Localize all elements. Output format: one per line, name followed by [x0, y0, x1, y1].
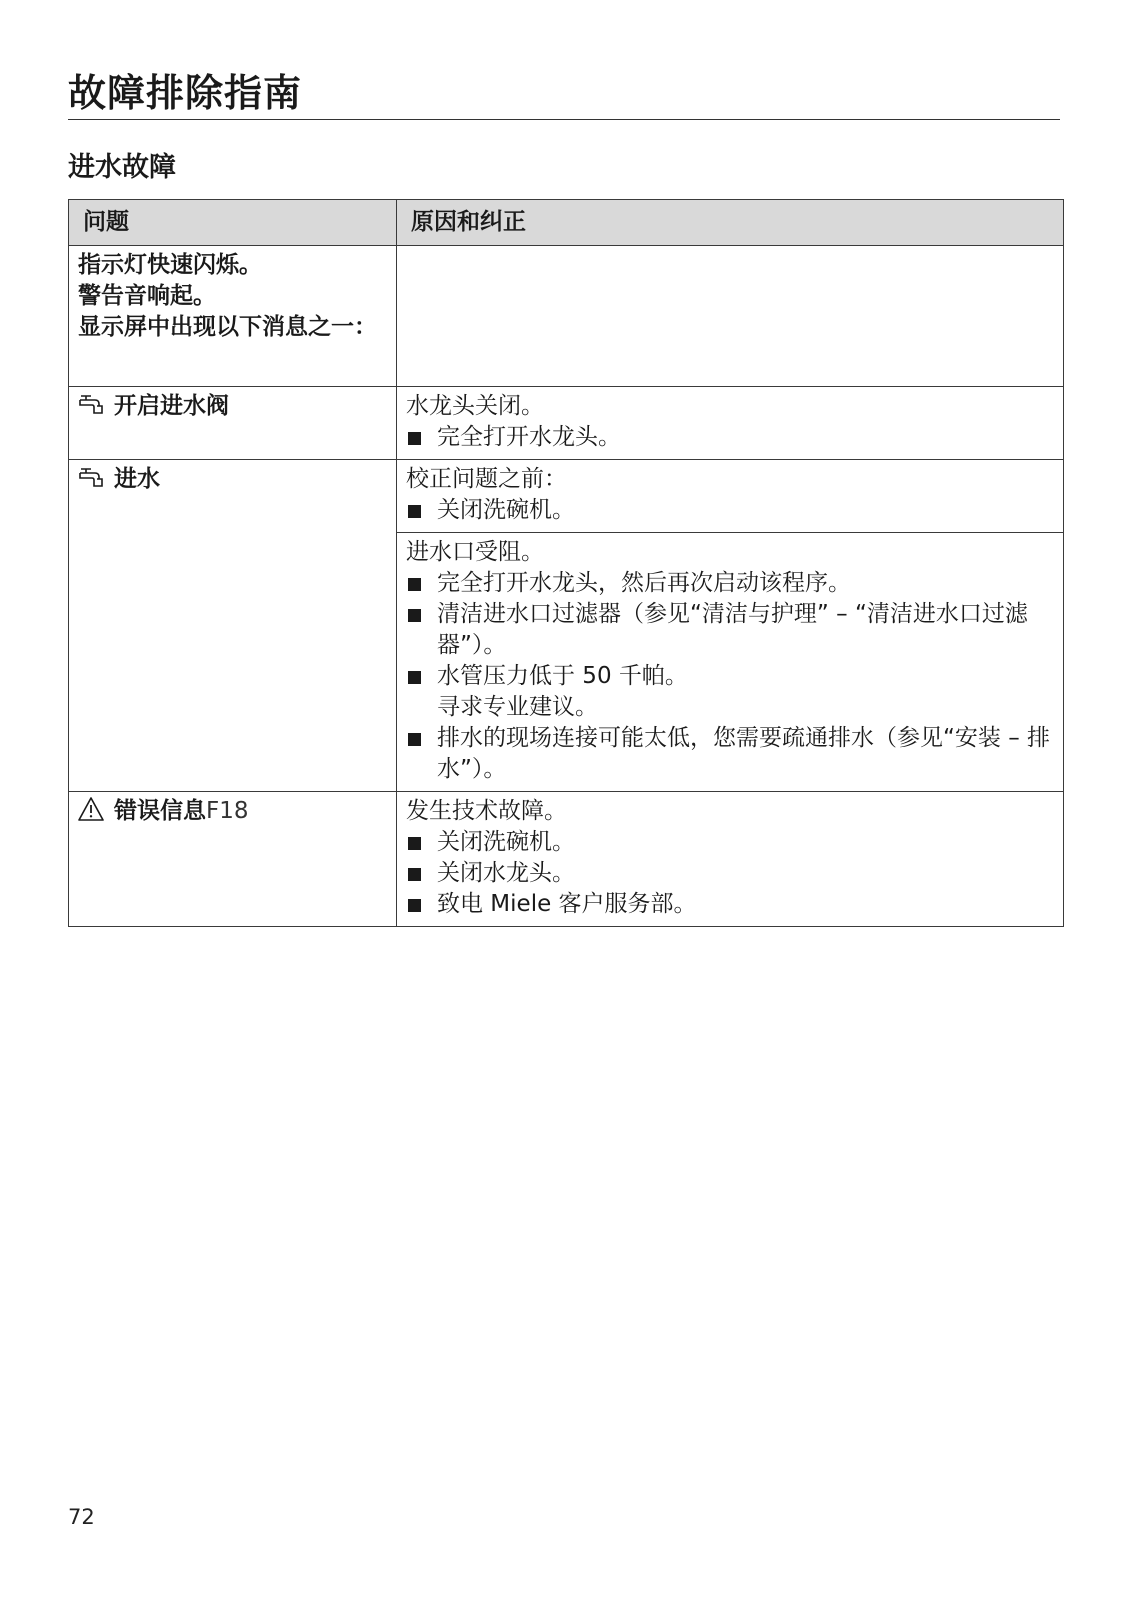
intro-line: 显示屏中出现以下消息之一： — [78, 314, 377, 340]
remedy-item: 完全打开水龙头，然后再次启动该程序。 — [406, 568, 1054, 599]
remedy-item — [406, 661, 1054, 723]
table-row — [69, 246, 1064, 387]
remedy-item-subtext: 寻求专业建议。 — [437, 694, 598, 720]
cause-cell — [397, 460, 1064, 533]
cause-cell — [397, 533, 1064, 792]
cause-text: 进水口受阻。 — [406, 539, 544, 565]
table-row — [69, 387, 1064, 460]
faucet-icon — [78, 464, 104, 490]
remedy-list — [406, 568, 1054, 785]
cause-text: 发生技术故障。 — [406, 798, 567, 824]
remedy-list — [406, 495, 1054, 526]
problem-cell — [69, 460, 397, 792]
error-code: F18 — [206, 798, 249, 824]
remedy-item: 排水的现场连接可能太低，您需要疏通排水（参见“安装 – 排水”）。 — [406, 723, 1054, 785]
cause-cell — [397, 792, 1064, 927]
page-title: 故障排除指南 — [68, 71, 303, 115]
table-row — [69, 792, 1064, 927]
remedy-item-text: 水管压力低于 50 千帕。 — [437, 663, 688, 689]
remedy-item: 关闭水龙头。 — [406, 858, 1054, 889]
problem-label: 进水 — [114, 466, 160, 492]
remedy-list — [406, 422, 1054, 453]
problem-cell — [69, 792, 397, 927]
problem-label: 开启进水阀 — [114, 393, 229, 419]
intro-line: 警告音响起。 — [78, 283, 216, 309]
remedy-item: 完全打开水龙头。 — [406, 422, 1054, 453]
troubleshooting-table — [68, 199, 1064, 927]
intro-line: 指示灯快速闪烁。 — [78, 252, 262, 278]
remedy-list — [406, 827, 1054, 920]
cause-text: 水龙头关闭。 — [406, 393, 544, 419]
remedy-item: 致电 Miele 客户服务部。 — [406, 889, 1054, 920]
page-number: 72 — [68, 1505, 95, 1529]
remedy-item: 关闭洗碗机。 — [406, 827, 1054, 858]
column-header-problem: 问题 — [69, 200, 397, 246]
title-divider — [68, 119, 1060, 120]
table-header-row — [69, 200, 1064, 246]
intro-cell — [69, 246, 397, 387]
cause-cell — [397, 387, 1064, 460]
faucet-icon — [78, 391, 104, 417]
problem-cell — [69, 387, 397, 460]
cause-text: 校正问题之前： — [406, 466, 567, 492]
section-title: 进水故障 — [68, 152, 176, 183]
problem-label: 错误信息 — [114, 798, 206, 824]
remedy-item: 关闭洗碗机。 — [406, 495, 1054, 526]
warning-triangle-icon — [78, 796, 104, 822]
empty-cell — [397, 246, 1064, 387]
remedy-item: 清洁进水口过滤器（参见“清洁与护理” – “清洁进水口过滤器”）。 — [406, 599, 1054, 661]
column-header-cause: 原因和纠正 — [397, 200, 1064, 246]
table-row — [69, 460, 1064, 533]
